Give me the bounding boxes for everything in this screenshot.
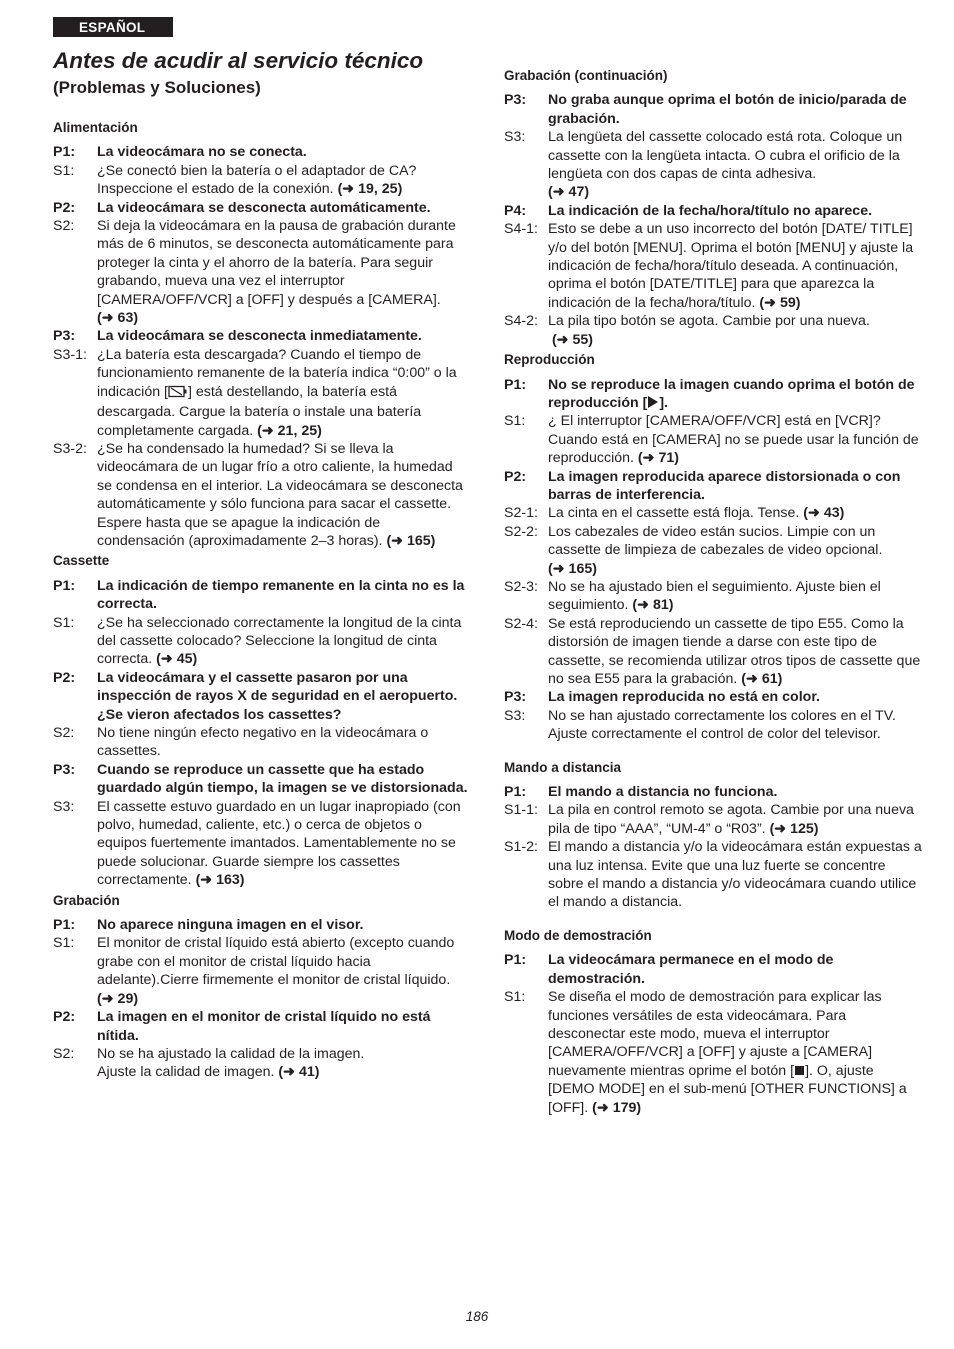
page-reference: (➜ 71) [637, 450, 679, 467]
solution-code: S1-1: [504, 802, 538, 819]
problem-text: Cuando se reproduce un cassette que ha estado guardado algún tiempo, la imagen se ve distorsionada. [97, 761, 468, 797]
solution-text: ¿ El interruptor [CAMERA/OFF/VCR] está en [VCR]? Cuando está en [CAMERA] no se puede usar la función de reproducción. (➜ 71) [548, 413, 919, 467]
solution-entry [504, 504, 922, 522]
solution-text: El mando a distancia y/o la videocámara están expuestas a una luz intensa. Evite que una luz fuerte se concentre sobre el mando a distancia y/o videocámara cuando utilice el mando a distancia. [548, 839, 922, 911]
problem-text: No graba aunque oprima el botón de inicio/parada de grabación. [548, 92, 907, 127]
page-reference: (➜ 61) [741, 671, 783, 687]
problem-text: La imagen en el monitor de cristal líquido no está nítida. [97, 1009, 431, 1044]
problem-entry [504, 951, 922, 988]
page-reference: (➜ 63) [97, 310, 139, 327]
solution-entry [504, 801, 922, 838]
problem-code: P1: [53, 144, 76, 161]
problem-code: P1: [53, 577, 76, 594]
problem-text: La indicación de la fecha/hora/título no aparece. [548, 202, 873, 219]
solution-code: S2-1: [504, 505, 538, 522]
solution-entry [504, 312, 922, 349]
solution-entry [53, 162, 471, 199]
problem-text: No se reproduce la imagen cuando oprima el botón de reproducción [ ]. [548, 376, 915, 411]
solution-text: El cassette estuvo guardado en un lugar inapropiado (con polvo, humedad, caliente, etc.) o cerca de objetos o equipos fuertemente imantados. Lamentablemente no se puede solucionar. Guarde siempre los cassettes correctamente. (➜ 163) [97, 798, 461, 889]
section-title-reproduccion: Reproducción [504, 352, 595, 368]
problem-entry [504, 91, 922, 128]
problem-entry [53, 916, 471, 934]
problem-entry [53, 143, 471, 161]
page-reference: (➜ 163) [195, 872, 245, 889]
solution-text: La lengüeta del cassette colocado está rota. Coloque un cassette con la lengüeta intacta. O cubra el orificio de la lengüeta con dos capas de cinta adhesiva. (➜ 47) [548, 129, 903, 201]
solution-text: No se han ajustado correctamente los colores en el TV. Ajuste correctamente el control de color del televisor. [548, 707, 896, 743]
page-reference: (➜ 19, 25) [337, 181, 403, 198]
problem-code: P2: [53, 669, 76, 686]
stop-icon [795, 1066, 804, 1075]
solution-code: S2: [53, 1045, 75, 1062]
solution-text: ¿Se ha seleccionado correctamente la longitud de la cinta del cassette colocado? Seleccione la longitud de cinta correcta. (➜ 45) [97, 614, 462, 668]
solution-code: S2-4: [504, 615, 538, 632]
solution-code: S1: [504, 989, 526, 1006]
page-reference: (➜ 41) [278, 1064, 320, 1081]
page-subtitle: (Problemas y Soluciones) [53, 78, 261, 97]
problem-entry [53, 669, 471, 724]
solution-text: La pila tipo botón se agota. Cambie por una nueva. (➜ 55) [548, 313, 870, 348]
problem-entry [53, 1008, 471, 1045]
problem-entry [504, 783, 922, 801]
solution-code: S1-2: [504, 839, 538, 856]
problem-text: La videocámara no se conecta. [97, 144, 307, 161]
problem-text: La videocámara se desconecta automáticamente. [97, 199, 431, 216]
solution-code: S1: [53, 614, 75, 631]
page-title: Antes de acudir al servicio técnico [53, 48, 424, 73]
problem-code: P1: [504, 784, 527, 801]
page-reference: (➜ 165) [548, 560, 597, 577]
section-title-mando-a-distancia: Mando a distancia [504, 759, 622, 775]
page-reference: (➜ 45) [156, 651, 198, 668]
problem-code: P3: [53, 328, 76, 345]
problem-code: P3: [504, 92, 527, 109]
solution-text: ¿Se conectó bien la batería o el adaptador de CA? Inspeccione el estado de la conexión. (➜ 19, 25) [97, 162, 417, 198]
solution-text: No se ha ajustado la calidad de la imagen. Ajuste la calidad de imagen. (➜ 41) [97, 1045, 365, 1081]
solution-code: S2: [53, 218, 75, 235]
solution-code: S2: [53, 725, 75, 741]
solution-text: Esto se debe a un uso incorrecto del botón [DATE/ TITLE] y/o del botón [MENU]. Oprima el botón [MENU] y ajuste la indicación de fecha/hora/título deseada. A continuación, oprima el botón [DATE/TITLE] para que aparezca la indicación de la fecha/hora/título. (➜ 59) [548, 221, 914, 311]
solution-entry [504, 412, 922, 467]
solution-code: S3: [53, 798, 75, 815]
problem-code: P3: [504, 689, 527, 706]
page-reference: (➜ 43) [803, 505, 845, 522]
problem-code: P4: [504, 202, 527, 219]
solution-entry [53, 934, 471, 1008]
solution-text: No se ha ajustado bien el seguimiento. Ajuste bien el seguimiento. (➜ 81) [548, 578, 881, 614]
solution-entry [53, 724, 471, 761]
solution-entry [53, 217, 471, 327]
solution-entry [504, 838, 922, 912]
problem-text: La videocámara y el cassette pasaron por una inspección de rayos X de seguridad en el aeropuerto. ¿Se vieron afectados los cassettes? [97, 669, 458, 723]
solution-code: S3-2: [53, 440, 87, 457]
problem-code: P3: [53, 761, 76, 778]
problem-entry [53, 199, 471, 217]
solution-entry [504, 578, 922, 615]
solution-text: Se está reproduciendo un cassette de tipo E55. Como la distorsión de imagen tiende a darse con este tipo de cassette, se recomienda utilizar otros tipos de cassette que no sea E55 para la grabación. (➜ 61) [548, 615, 921, 687]
solution-code: S1: [504, 413, 526, 430]
section-title-alimentacion: Alimentación [53, 120, 138, 135]
language-badge: ESPAÑOL [53, 17, 173, 37]
solution-entry [504, 523, 922, 578]
problem-code: P2: [504, 468, 527, 485]
page-reference: (➜ 165) [386, 532, 436, 549]
page-reference: (➜ 47) [548, 184, 590, 201]
solution-text: La pila en control remoto se agota. Cambie por una nueva pila de tipo “AAA”, “UM-4” o “R03”. (➜ 125) [548, 802, 914, 837]
section-title-grabacion-continuacion: Grabación (continuación) [504, 68, 668, 83]
solution-entry [53, 346, 471, 440]
problem-code: P2: [53, 1009, 76, 1026]
page-reference: (➜ 81) [632, 597, 674, 614]
problem-text: La imagen reproducida no está en color. [548, 689, 820, 706]
problem-text: El mando a distancia no funciona. [548, 784, 778, 801]
page-reference: (➜ 125) [769, 820, 819, 837]
page-reference: (➜ 179) [592, 1099, 642, 1116]
solution-text: El monitor de cristal líquido está abierto (excepto cuando grabe con el monitor de cristal líquido hacia adelante).Cierre firmemente el monitor de cristal líquido. (➜ 29) [97, 935, 455, 1007]
problem-entry [504, 376, 922, 413]
battery-empty-icon [168, 385, 188, 403]
left-column [53, 119, 471, 1082]
play-icon [648, 396, 658, 408]
section-title-cassette: Cassette [53, 553, 110, 569]
solution-text: ¿La batería esta descargada? Cuando el tiempo de funcionamiento remanente de la batería indica “0:00” o la indicación [ ] está destellando, la batería está descargada. Cargue la batería o instale una batería completamente cargada. (➜ 21, 25) [97, 346, 457, 439]
section-title-modo-de-demostracion: Modo de demostración [504, 927, 652, 943]
solution-entry [53, 440, 471, 550]
problem-text: La indicación de tiempo remanente en la cinta no es la correcta. [97, 577, 465, 613]
solution-code: S3-1: [53, 346, 87, 363]
problem-code: P1: [504, 376, 527, 393]
solution-entry [504, 128, 922, 202]
solution-code: S4-1: [504, 221, 538, 238]
solution-text: Se diseña el modo de demostración para explicar las funciones versátiles de esta videocámara. Para desconectar este modo, mueva el interruptor [CAMERA/OFF/VCR] a [OFF] y ajuste a [CAMERA] nuevamente mientras oprime el botón [ ]. O, ajuste [DEMO MODE] en el sub-menú [OTHER FUNCTIONS] a [OFF]. (➜ 179) [548, 989, 907, 1116]
solution-text: Los cabezales de video están sucios. Limpie con un cassette de limpieza de cabezales de video opcional. (➜ 165) [548, 523, 883, 577]
solution-entry [504, 220, 922, 312]
page-reference: (➜ 55) [551, 331, 594, 348]
solution-entry [53, 614, 471, 669]
problem-entry [504, 688, 922, 706]
problem-entry [53, 577, 471, 614]
problem-code: P1: [504, 952, 527, 969]
right-column [504, 67, 922, 1117]
solution-entry [53, 1045, 471, 1082]
problem-entry [53, 761, 471, 798]
solution-entry [504, 707, 922, 744]
solution-text: ¿Se ha condensado la humedad? Si se lleva la videocámara de un lugar frío a otro caliente, la humedad se condensa en el interior. La videocámara se desconecta automáticamente y sólo funciona para sacar el cassette. Espere hasta que se apague la indicación de condensación (aproximadamente 2–3 horas). (➜ 165) [97, 440, 463, 549]
solution-entry [53, 798, 471, 890]
page-reference: (➜ 21, 25) [257, 422, 322, 439]
section-title-grabacion: Grabación [53, 892, 120, 908]
page-number: 186 [465, 1309, 489, 1324]
solution-code: S3: [504, 129, 526, 146]
solution-text: Si deja la videocámara en la pausa de grabación durante más de 6 minutos, se desconecta automáticamente para proteger la cinta y el ahorro de la batería. Para seguir grabando, mueva una vez el interruptor [CAMERA/OFF/VCR] a [OFF] y después a [CAMERA]. (➜ 63) [97, 218, 456, 327]
solution-code: S2-3: [504, 578, 538, 595]
problem-text: La videocámara permanece en el modo de demostración. [548, 952, 834, 987]
problem-entry [53, 327, 471, 345]
problem-entry [504, 202, 922, 220]
solution-code: S3: [504, 707, 526, 724]
solution-code: S1: [53, 935, 75, 952]
page-reference: (➜ 29) [97, 990, 139, 1007]
problem-text: La imagen reproducida aparece distorsionada o con barras de interferencia. [548, 468, 901, 503]
solution-entry [504, 615, 922, 689]
problem-entry [504, 468, 922, 505]
problem-text: La videocámara se desconecta inmediatamente. [97, 328, 422, 345]
solution-code: S1: [53, 162, 75, 179]
problem-code: P2: [53, 199, 76, 216]
problem-code: P1: [53, 917, 76, 934]
page-reference: (➜ 59) [759, 294, 801, 311]
solution-text: No tiene ningún efecto negativo en la videocámara o cassettes. [97, 725, 429, 760]
solution-code: S4-2: [504, 313, 538, 330]
solution-code: S2-2: [504, 523, 538, 540]
solution-text: La cinta en el cassette está floja. Tense. (➜ 43) [548, 505, 845, 522]
solution-entry [504, 988, 922, 1117]
problem-text: No aparece ninguna imagen en el visor. [97, 917, 364, 934]
